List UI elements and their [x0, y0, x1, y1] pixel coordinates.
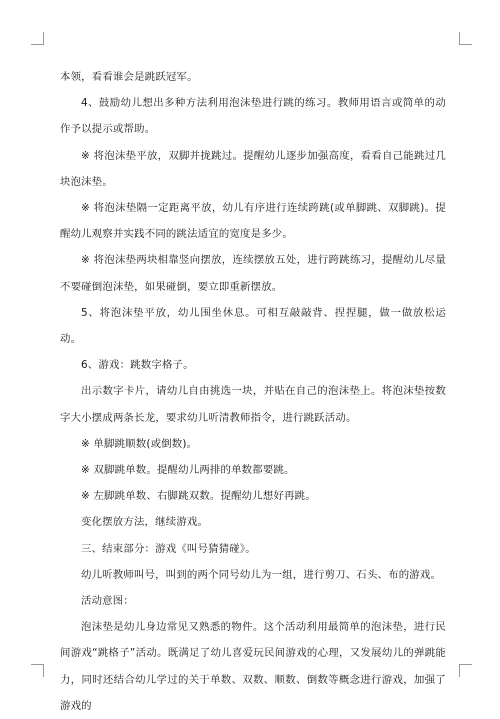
crop-mark-top-right [459, 32, 472, 45]
document-body [60, 64, 446, 719]
paragraph: 三、结束部分：游戏《叫号猜猜碰》。 [81, 542, 256, 555]
paragraph: 幼儿听教师叫号，叫到的两个同号幼儿为一组，进行剪刀、石头、布的游戏。 [81, 568, 442, 581]
paragraph: ※ 左脚跳单数、右脚跳双数。提醒幼儿想好再跳。 [81, 490, 316, 503]
paragraph: 出示数字卡片，请幼儿自由挑选一块，并贴在自己的泡沫垫上。将泡沫垫按数字大小摆成两条长龙，要求幼儿听清教师指令，进行跳跃活动。 [60, 385, 446, 424]
paragraph: ※ 将泡沫垫平放，双脚并拢跳过。提醒幼儿逐步加强高度，看看自己能跳过几块泡沫垫。 [60, 149, 446, 188]
paragraph: ※ 双脚跳单数。提醒幼儿两排的单数都要跳。 [81, 464, 295, 477]
paragraph: 变化摆放方法，继续游戏。 [81, 516, 209, 529]
paragraph: 5、将泡沫垫平放，幼儿围坐休息。可相互敲敲背、捏捏腿，做一做放松运动。 [60, 306, 446, 346]
crop-mark-bottom-right [459, 664, 472, 677]
paragraph: ※ 将泡沫垫隔一定距离平放，幼儿有序进行连续跨跳(或单脚跳、双脚跳)。提醒幼儿观察并实践不同的跳法适宜的宽度是多少。 [60, 202, 446, 241]
paragraph: 活动意图： [81, 595, 134, 608]
paragraph: ※ 单脚跳顺数(或倒数)。 [81, 437, 198, 450]
crop-mark-top-left [31, 32, 44, 45]
paragraph: 6、游戏：跳数字格子。 [81, 359, 194, 372]
paragraph: 泡沫垫是幼儿身边常见又熟悉的物件。这个活动利用最简单的泡沫垫，进行民间游戏“跳格子”活动。既满足了幼儿喜爱玩民间游戏的心理，又发展幼儿的弹跳能力，同时还结合幼儿学过的关于单数、双数、顺数、倒数等概念进行游戏，加强了游戏的 [60, 621, 446, 712]
paragraph: 本领，看看谁会是跳跃冠军。 [60, 71, 198, 83]
paragraph: ※ 将泡沫垫两块相靠竖向摆放，连续摆放五处，进行跨跳练习，提醒幼儿尽量不要碰倒泡沫垫，如果碰倒，要立即重新摆放。 [60, 254, 446, 293]
paragraph: 4、鼓励幼儿想出多种方法利用泡沫垫进行跳的练习。教师用语言或简单的动作予以提示或帮助。 [60, 97, 446, 136]
crop-mark-bottom-left [31, 664, 44, 677]
